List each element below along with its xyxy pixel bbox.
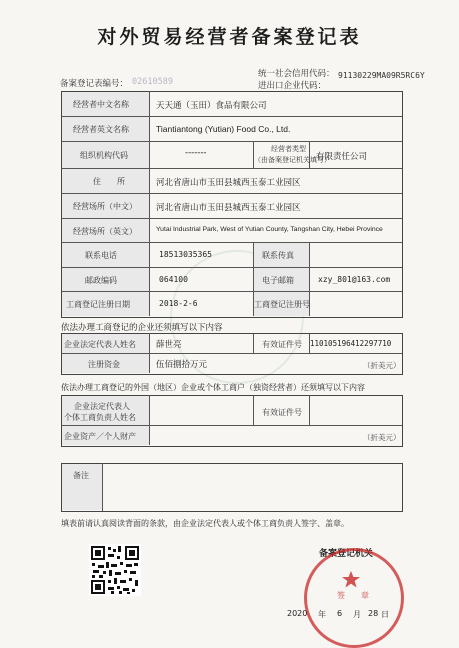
capital-unit: （折美元）	[363, 361, 401, 370]
org-code-label: 组织机构代码	[80, 151, 128, 160]
operator-type-note: （由备案登记机关填写）	[254, 156, 331, 164]
footer-note: 填表前请认真阅读背面的条款，由企业法定代表人或个体工商负责人签字、盖章。	[61, 519, 349, 528]
import-export-code-label: 进出口企业代码：	[258, 81, 327, 91]
postcode-label: 邮政编码	[85, 276, 117, 285]
id-number-value: 110105196412297710	[310, 339, 392, 348]
foreign-id-label: 有效证件号	[262, 408, 302, 417]
place-en-label: 经营场所（英文）	[73, 227, 137, 236]
phone-value: 18513035365	[159, 250, 212, 259]
address-label: 住 所	[93, 177, 125, 186]
foreign-rep-label: 企业法定代表人	[74, 402, 130, 411]
seal-star-icon	[341, 570, 361, 588]
legal-rep-label: 企业法定代表人姓名	[64, 340, 136, 349]
remarks-label: 备注	[73, 471, 89, 480]
section1-heading: 依法办理工商登记的企业还须填写以下内容	[61, 323, 223, 333]
email-value: xzy_801@163.com	[318, 275, 391, 284]
reg-date-value: 2018-2-6	[159, 299, 198, 308]
reg-no-label: 备案登记表编号：	[60, 79, 129, 89]
date-year: 2020	[287, 609, 308, 618]
fax-label: 联系传真	[262, 251, 294, 260]
name-cn-label: 经营者中文名称	[73, 100, 129, 109]
form-title: 对外贸易经营者备案登记表	[97, 26, 362, 48]
place-cn-value: 河北省唐山市玉田县城西玉泰工业园区	[156, 203, 301, 213]
name-en-label: 经营者英文名称	[73, 125, 129, 134]
remarks-box	[61, 463, 403, 512]
date-year-char: 年	[318, 610, 326, 619]
reg-number-label: 工商登记注册号	[254, 300, 310, 309]
operator-type-label: 经营者类型	[271, 145, 306, 153]
name-cn-value: 天天通（玉田）食品有限公司	[156, 101, 267, 111]
assets-label: 企业资产／个人财产	[64, 432, 136, 441]
reg-no-value: 02610589	[132, 77, 173, 87]
id-number-label: 有效证件号	[262, 340, 302, 349]
place-en-value: Yutai Industrial Park, West of Yutian County, Tangshan City, Hebei Province	[156, 226, 383, 233]
date-day: 28	[368, 609, 379, 618]
individual-head-label: 个体工商负责人姓名	[64, 413, 136, 422]
assets-unit: （折美元）	[363, 433, 401, 442]
address-value: 河北省唐山市玉田县城西玉泰工业园区	[156, 178, 301, 188]
capital-value: 伍佰捌拾万元	[156, 360, 208, 370]
credit-label: 统一社会信用代码：	[258, 69, 335, 79]
authority-label: 备案登记机关	[319, 549, 374, 559]
section2-heading: 依法办理工商登记的外国（地区）企业或个体工商户（独资经营者）还须填写以下内容	[61, 383, 365, 392]
reg-date-label: 工商登记注册日期	[66, 300, 130, 309]
capital-label: 注册资金	[88, 360, 120, 369]
seal-center-text: 签 章	[337, 591, 369, 600]
operator-type-value: 有限责任公司	[316, 152, 368, 162]
date-day-char: 日	[381, 610, 389, 619]
org-code-value: -------	[185, 148, 207, 158]
place-cn-label: 经营场所（中文）	[73, 202, 137, 211]
name-en-value: Tiantiantong (Yutian) Food Co., Ltd.	[156, 124, 291, 134]
legal-rep-value: 薛世亮	[156, 340, 182, 350]
date-month: 6	[337, 609, 343, 618]
date-month-char: 月	[353, 610, 361, 619]
qr-code	[89, 544, 141, 596]
credit-value: 91130229MA09R5RC6Y	[338, 71, 425, 80]
email-label: 电子邮箱	[262, 276, 294, 285]
postcode-value: 064100	[159, 275, 188, 284]
phone-label: 联系电话	[85, 251, 117, 260]
